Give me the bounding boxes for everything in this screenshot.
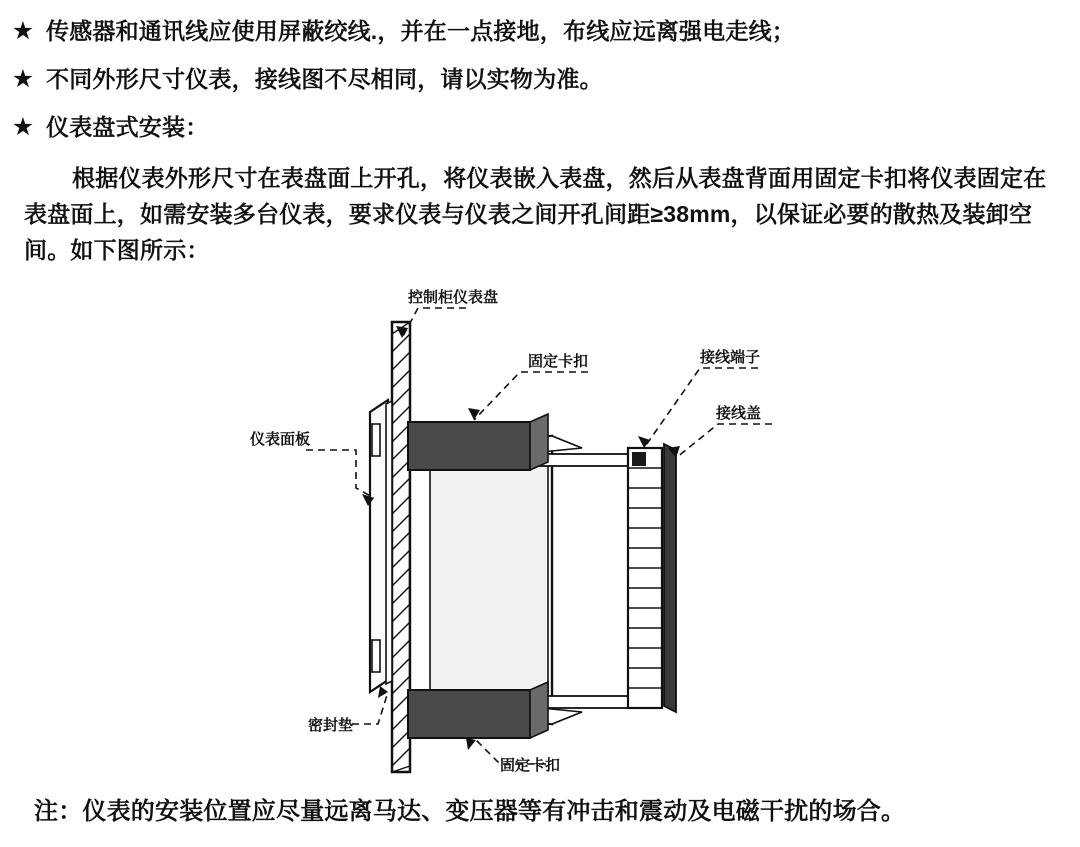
gasket-shape: [386, 401, 392, 684]
bullet-item-1-text: 传感器和通讯线应使用屏蔽绞线.，并在一点接地，布线应远离强电走线；: [46, 18, 795, 44]
bullet-item-3-text: 仪表盘式安装：: [46, 114, 209, 140]
bullet-item-1: [0, 16, 1080, 46]
label-wiring-cover: 接线盖: [716, 405, 762, 422]
body-paragraph: 根据仪表外形尺寸在表盘面上开孔，将仪表嵌入表盘，然后从表盘背面用固定卡扣将仪表固定在表盘面上，如需安装多台仪表，要求仪表与仪表之间开孔间距≥38mm，以保证必要的散热及装卸空间。如下图所示：: [24, 165, 1047, 263]
label-fixing-clip-bottom: 固定卡扣: [500, 757, 561, 774]
bullet-item-2-text: 不同外形尺寸仪表，接线图不尽相同，请以实物为准。: [46, 66, 603, 92]
fixing-clip-top-shape: [408, 414, 548, 470]
label-cabinet-panel: 控制柜仪表盘: [408, 289, 499, 306]
star-icon: ★: [11, 17, 35, 45]
footer-note: 注：仪表的安装位置应尽量远离马达、变压器等有冲击和震动及电磁干扰的场合。: [34, 798, 906, 825]
label-terminal-block: 接线端子: [700, 349, 761, 366]
terminal-block-shape: [628, 448, 662, 708]
bullet-item-3: [0, 112, 1080, 142]
wiring-cover-shape: [664, 444, 676, 712]
fixing-clip-bottom-shape: [408, 682, 548, 738]
star-icon: ★: [11, 65, 35, 93]
label-fixing-clip-top: 固定卡扣: [528, 353, 589, 370]
label-instrument-panel: 仪表面板: [250, 431, 311, 448]
star-icon: ★: [11, 113, 35, 141]
label-gasket: 密封垫: [308, 717, 354, 734]
bullet-item-2: [0, 64, 1080, 94]
installation-diagram: [0, 272, 1080, 792]
instrument-body-shape: [410, 436, 630, 724]
bullet-list: [0, 0, 1080, 142]
